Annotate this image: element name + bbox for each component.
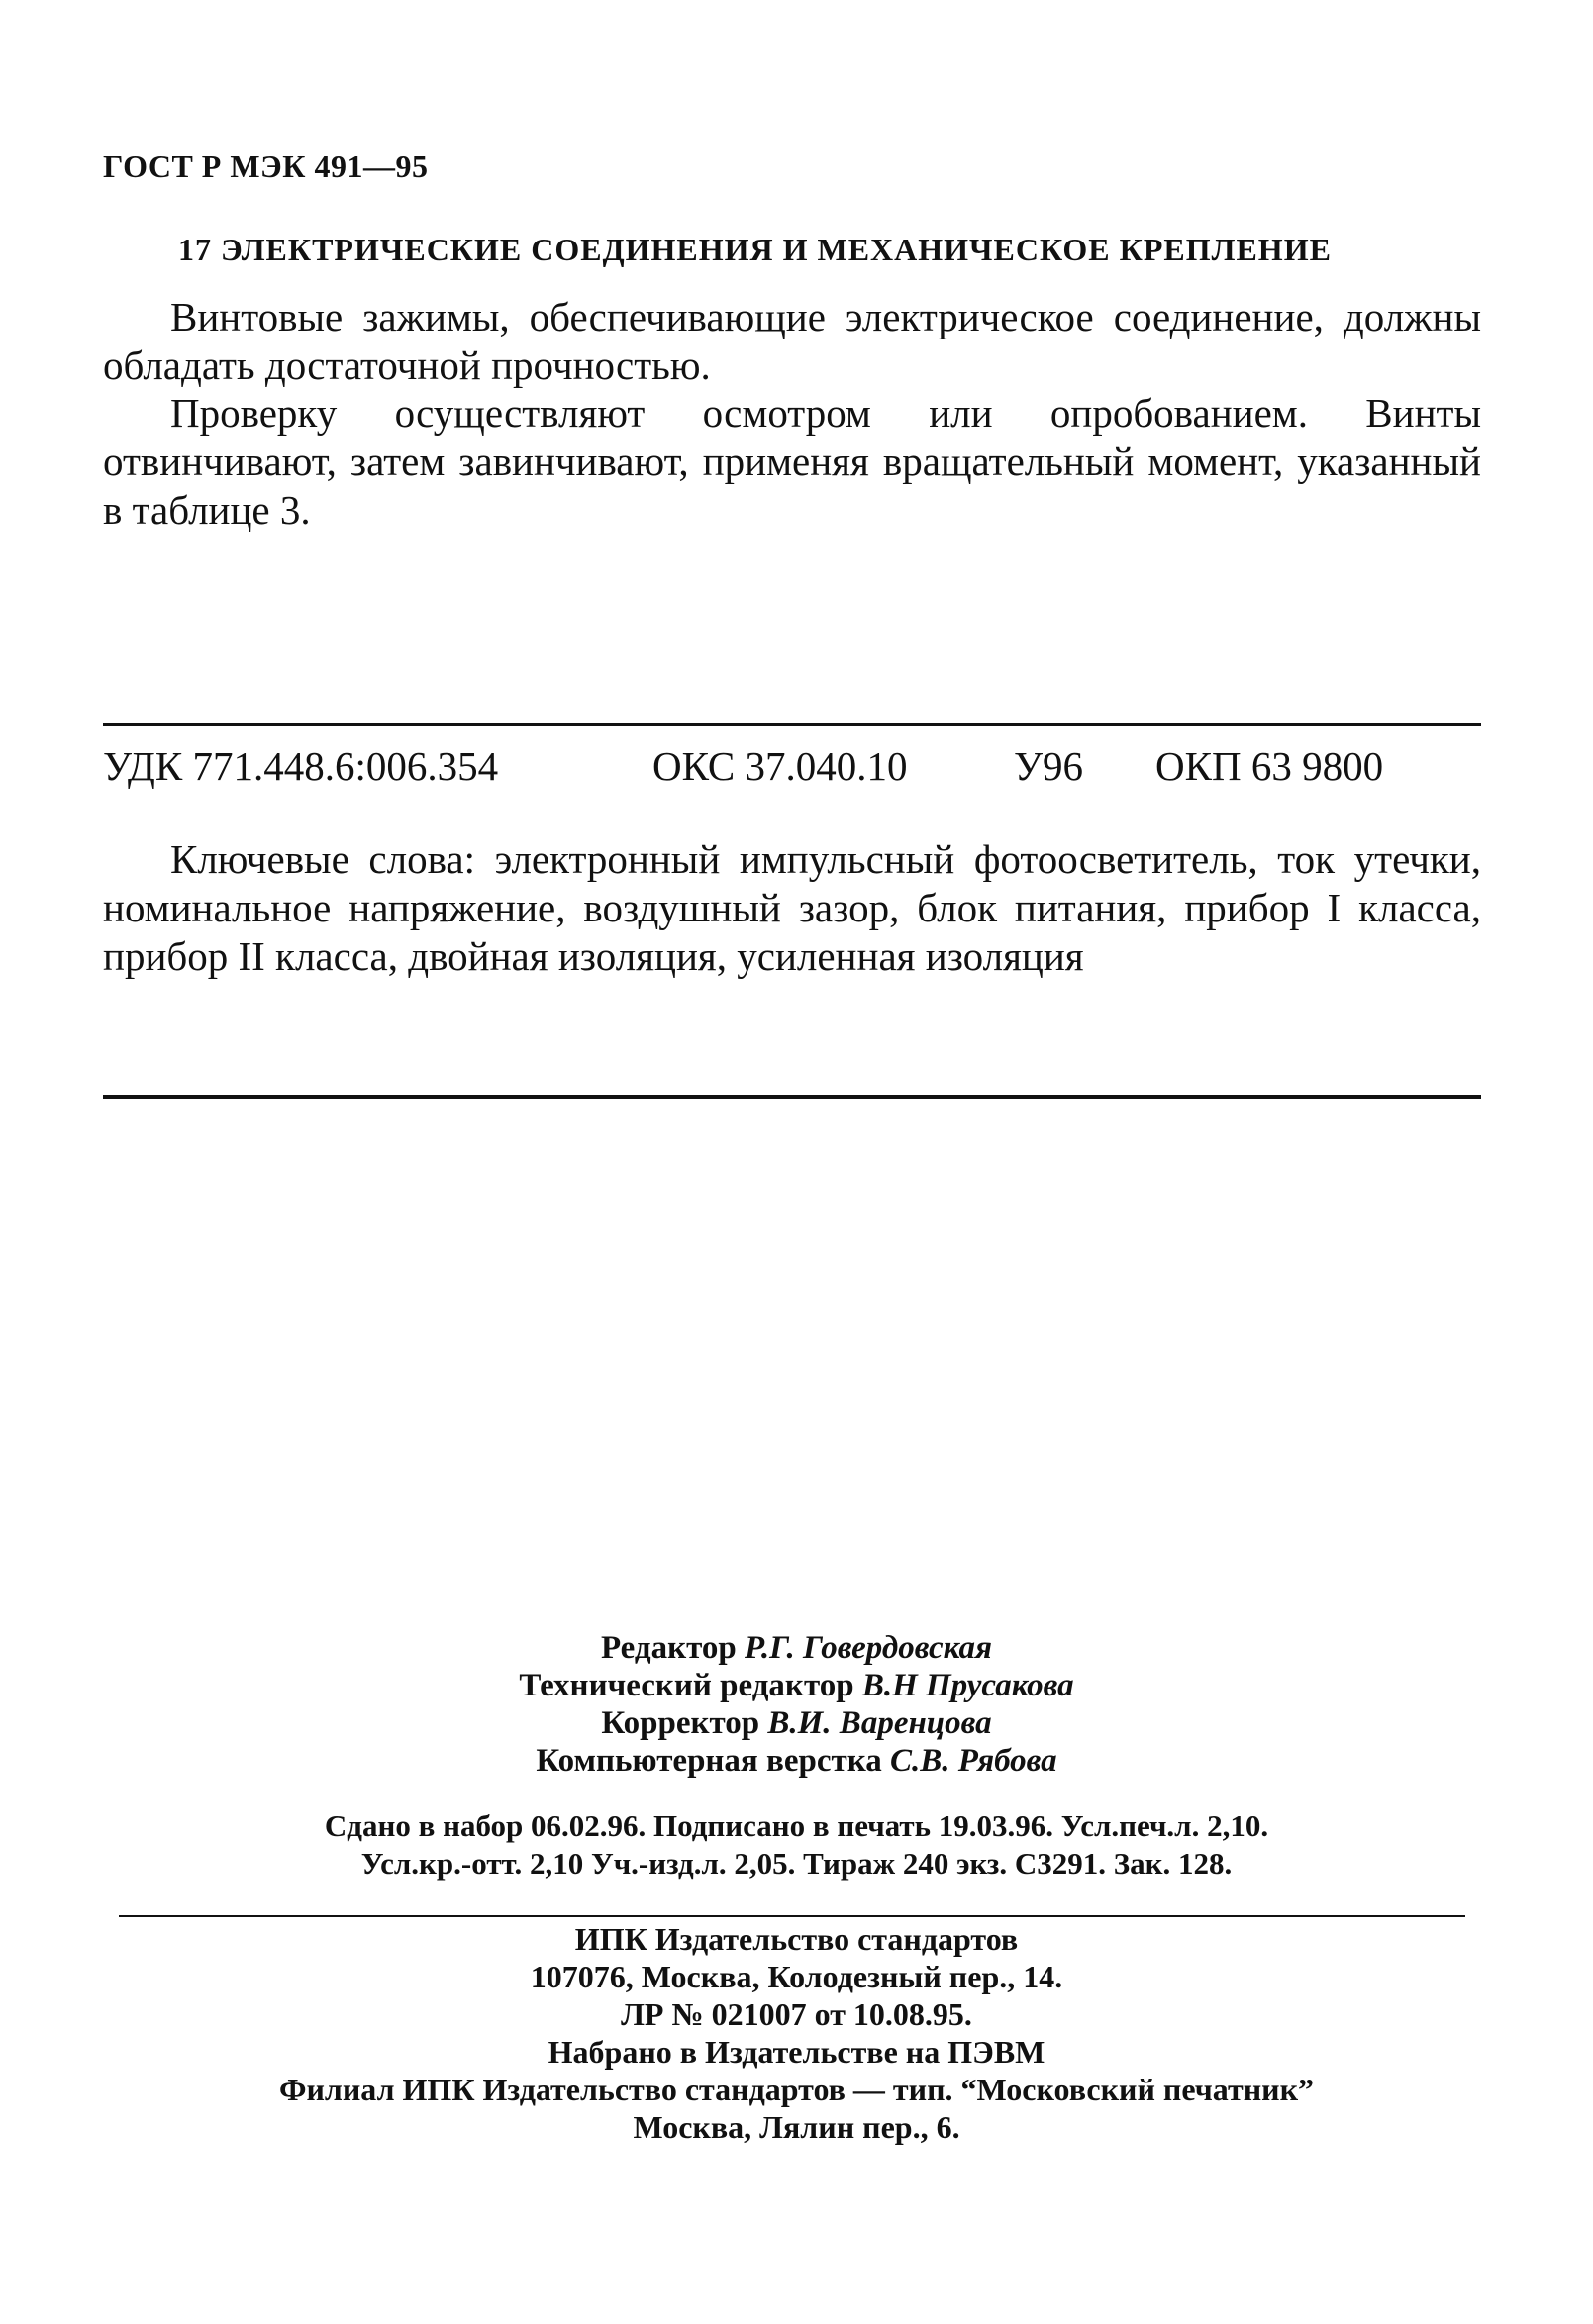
print-info-line: Усл.кр.-отт. 2,10 Уч.-изд.л. 2,05. Тираж 240 экз. С3291. Зак. 128. [360,1846,1233,1881]
divider-rule [103,723,1481,726]
credit-name: В.Н Прусакова [861,1668,1074,1703]
print-info-line: Сдано в набор 06.02.96. Подписано в печать 19.03.96. Усл.печ.л. 2,10. [324,1808,1269,1843]
credit-role: Редактор [600,1630,737,1666]
publisher-line: Москва, Лялин пер., 6. [633,2109,960,2145]
credit-tech-editor [0,1667,1593,1704]
publisher-line: 107076, Москва, Колодезный пер., 14. [530,1959,1063,1994]
okp-code: ОКП 63 9800 [1155,743,1384,789]
publisher-line: ИПК Издательство стандартов [574,1921,1019,1957]
keywords-text: Ключевые слова: электронный импульсный фотоосветитель, ток утечки, номинальное напряжение, воздушный зазор, блок питания, прибор I класса, прибор II класса, двойная изоляция, усиленная изоляция [103,836,1481,979]
credit-role: Корректор [601,1705,760,1741]
keywords-paragraph [103,835,1481,981]
u96-code: У96 [1014,743,1084,789]
credit-name: С.В. Рябова [889,1743,1057,1779]
paragraph-inspection [103,389,1481,534]
publisher-line: ЛР № 021007 от 10.08.95. [621,1996,972,2032]
publisher-line: Филиал ИПК Издательство стандартов — тип. “Московский печатник” [278,2072,1314,2107]
credit-role: Технический редактор [519,1668,854,1703]
divider-rule [119,1915,1465,1917]
divider-rule [103,1095,1481,1099]
paragraph-text: Проверку осуществляют осмотром или опробованием. Винты отвинчивают, затем завинчивают, применяя вращательный момент, указанный в таблице 3. [103,390,1481,533]
credit-name: В.И. Варенцова [767,1705,992,1741]
credit-name: Р.Г. Говердовская [744,1630,993,1666]
section-title: 17 ЭЛЕКТРИЧЕСКИЕ СОЕДИНЕНИЯ И МЕХАНИЧЕСКОЕ КРЕПЛЕНИЕ [178,232,1332,267]
standard-header: ГОСТ Р МЭК 491—95 [103,148,429,184]
credit-proofreader [0,1704,1593,1742]
publisher-block [0,1920,1593,2146]
credit-editor [0,1629,1593,1667]
udk-code: УДК 771.448.6:006.354 [103,743,499,789]
paragraph-screw-terminals [103,293,1481,390]
publisher-line: Набрано в Издательстве на ПЭВМ [548,2034,1045,2070]
credit-layout [0,1742,1593,1780]
credit-role: Компьютерная верстка [536,1743,882,1779]
paragraph-text: Винтовые зажимы, обеспечивающие электрическое соединение, должны обладать достаточной прочностью. [103,294,1481,388]
print-info-block [0,1807,1593,1883]
credits-block [0,1629,1593,1780]
oks-code: ОКС 37.040.10 [652,743,908,789]
